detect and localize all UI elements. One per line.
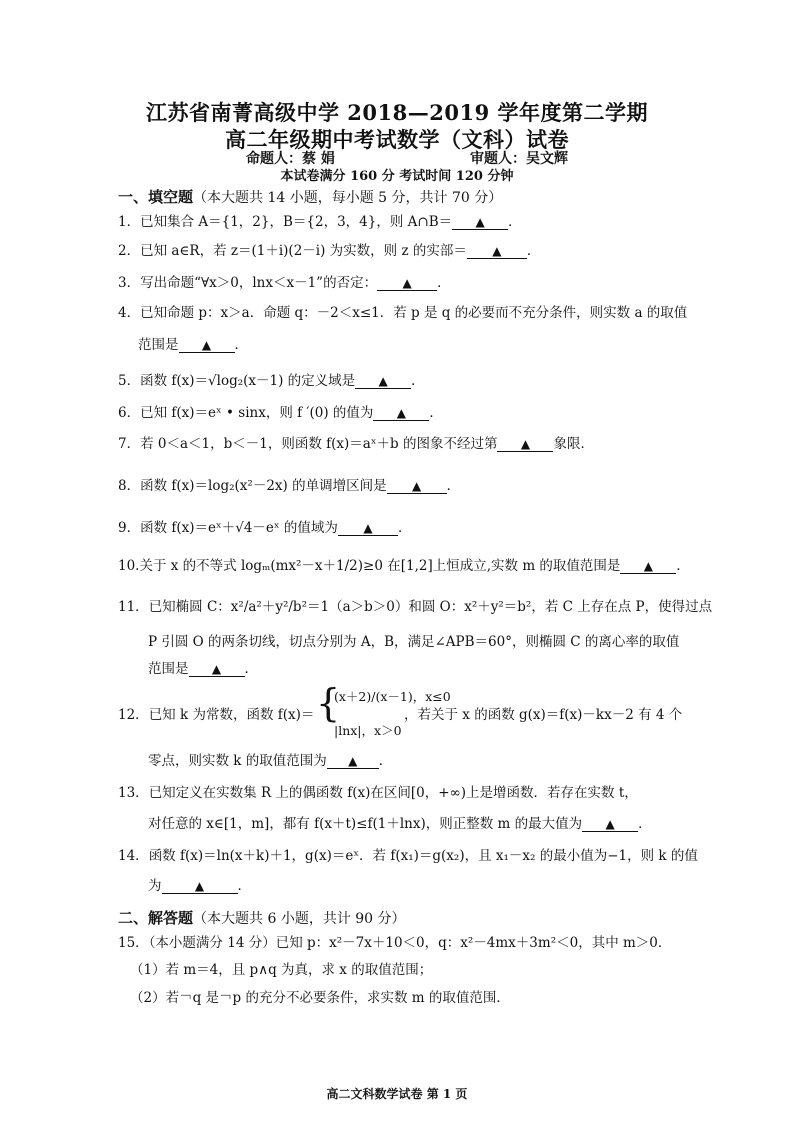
reviewer: 审题人：吴文辉 — [470, 151, 568, 167]
question-text: 函数 f(x)＝√log₂(x－1) 的定义域是 — [140, 373, 356, 389]
question-number: 1． — [118, 214, 141, 230]
question-text: 已知椭圆 C：x²/a²＋y²/b²＝1（a＞b＞0）和圆 O：x²＋y²＝b²，若 C 上存在点 P，使得过点 — [148, 599, 713, 615]
question-tail: ． — [411, 373, 425, 389]
section-2-title: 二、解答题 — [118, 909, 194, 927]
answer-blank: ▲ — [452, 216, 508, 230]
question-14 — [118, 847, 698, 865]
question-text: 写出命题“∀x＞0，lnx＜x－1”的否定： — [140, 275, 378, 291]
question-number: 11． — [118, 599, 149, 615]
answer-blank: ▲ — [467, 245, 527, 259]
question-text: 已知 k 为常数，函数 f(x)＝ — [148, 707, 315, 723]
question-number: 10. — [118, 558, 140, 574]
question-10 — [118, 557, 690, 575]
question-text: 范围是 — [148, 661, 189, 677]
question-15-part-2: （2）若￢q 是￢p 的充分不必要条件，求实数 m 的取值范围． — [130, 990, 510, 1006]
question-text: 范围是 — [138, 337, 179, 353]
question-12-line-2 — [148, 752, 392, 770]
question-9 — [118, 519, 678, 537]
answer-blank: ▲ — [620, 560, 676, 574]
question-tail: ． — [446, 478, 461, 494]
question-text: 已知命题 p：x＞a．命题 q：－2＜x≤1．若 p 是 q 的必要而不充分条件，则实数 a 的取值 — [140, 305, 688, 321]
section-1-title: 一、填空题 — [118, 188, 194, 206]
question-13 — [118, 784, 678, 802]
answer-blank: ▲ — [497, 438, 553, 452]
question-3 — [118, 274, 678, 292]
question-tail: ． — [508, 214, 522, 230]
question-number: 4． — [118, 305, 141, 321]
answer-blank: ▲ — [373, 407, 429, 421]
answer-blank: ▲ — [162, 880, 238, 894]
question-tail: ． — [676, 558, 690, 574]
question-11-line-3 — [148, 660, 258, 678]
question-text: 零点，则实数 k 的取值范围为 — [148, 753, 327, 769]
section-2-desc: （本大题共 6 小题，共计 90 分） — [193, 911, 406, 927]
question-tail: ． — [397, 520, 412, 536]
question-8 — [118, 477, 678, 495]
question-text: 若 0＜a＜1，b＜－1，则函数 f(x)＝aˣ＋b 的图象不经过第 — [140, 436, 498, 452]
question-5 — [118, 372, 678, 390]
answer-blank: ▲ — [582, 818, 638, 832]
question-15 — [118, 934, 678, 952]
question-text: 已知定义在实数集 R 上的偶函数 f(x)在区间[0，+∞)上是增函数．若存在实数 t， — [148, 785, 638, 801]
question-text: 函数 f(x)＝ln(x＋k)＋1，g(x)＝eˣ．若 f(x₁)＝g(x₂)，且 x₁－x₂ 的最小值为−1，则 k 的值 — [148, 848, 698, 864]
answer-blank: ▲ — [338, 522, 398, 536]
question-number: 14． — [118, 848, 149, 864]
question-number: 7． — [118, 436, 141, 452]
question-number: 15． — [118, 935, 149, 951]
question-12-continued: ，若关于 x 的函数 g(x)＝f(x)－kx－2 有 4 个 — [404, 707, 683, 723]
section-2-heading — [118, 907, 406, 928]
question-tail: ． — [244, 661, 258, 677]
question-1 — [118, 213, 678, 231]
piecewise-case-1: (x＋2)/(x－1)，x≤0 — [334, 689, 451, 704]
piecewise-case-2: |lnx|，x＞0 — [334, 723, 402, 738]
answer-blank: ▲ — [355, 375, 411, 389]
answer-blank: ▲ — [179, 339, 235, 353]
question-text: 已知集合 A＝{1，2}，B＝{2，3，4}，则 A∩B＝ — [140, 214, 453, 230]
question-tail: ． — [234, 337, 248, 353]
question-text: 对任意的 x∈[1，m]，都有 f(x＋t)≤f(1＋lnx)，则正整数 m 的最大值为 — [148, 816, 583, 832]
question-number: 2． — [118, 243, 141, 259]
question-text: 已知 a∈R，若 z＝(1＋i)(2－i) 为实数，则 z 的实部＝ — [140, 243, 467, 259]
section-1-heading — [118, 186, 502, 207]
question-number: 9． — [118, 520, 141, 536]
question-number: 3． — [118, 275, 141, 291]
question-6 — [118, 404, 678, 422]
exam-note: 本试卷满分 160 分 考试时间 120 分钟 — [280, 169, 514, 184]
question-4 — [118, 304, 688, 322]
question-number: 8． — [118, 478, 141, 494]
section-1-desc: （本大题共 14 小题，每小题 5 分，共计 70 分） — [193, 190, 503, 206]
question-text: 函数 f(x)＝eˣ＋√4－eˣ 的值域为 — [140, 520, 338, 536]
piecewise-brace: { — [316, 681, 341, 725]
question-number: 12． — [118, 707, 149, 723]
question-tail: ． — [437, 275, 451, 291]
question-4-line-2 — [138, 336, 248, 354]
question-tail: ． — [378, 753, 393, 769]
question-text: 为 — [148, 878, 162, 894]
question-tail: 象限． — [553, 436, 594, 452]
question-text: 已知 f(x)＝eˣ • sinx，则 f ′(0) 的值为 — [140, 405, 374, 421]
question-11 — [118, 598, 713, 616]
question-number: 5． — [118, 373, 141, 389]
question-tail: ． — [638, 816, 652, 832]
answer-blank: ▲ — [189, 663, 245, 677]
answer-blank: ▲ — [327, 755, 379, 769]
question-2 — [118, 242, 678, 260]
question-tail: ． — [237, 878, 251, 894]
question-13-line-2 — [148, 815, 652, 833]
answer-blank: ▲ — [387, 480, 447, 494]
question-number: 13． — [118, 785, 149, 801]
title-line-1: 江苏省南菁高级中学 2018—2019 学年度第二学期 — [145, 100, 648, 125]
question-7 — [118, 435, 678, 453]
question-number: 6． — [118, 405, 141, 421]
page-footer: 高二文科数学试卷 第 1 页 — [326, 1087, 468, 1101]
question-text: 关于 x 的不等式 logₘ(mx²－x＋1/2)≥0 在[1,2]上恒成立,实数 m 的取值范围是 — [139, 558, 621, 574]
question-11-line-2: P 引圆 O 的两条切线，切点分别为 A，B，满足∠APB＝60°，则椭圆 C 的离心率的取值 — [148, 634, 680, 650]
question-tail: ． — [526, 243, 541, 259]
setter: 命题人：蔡 娟 — [246, 151, 335, 167]
question-text: （本小题满分 14 分）已知 p：x²－7x＋10＜0，q：x²－4mx＋3m²＜0，其中 m＞0． — [148, 935, 672, 951]
question-14-line-2 — [148, 877, 251, 895]
question-tail: ． — [429, 405, 443, 421]
question-15-part-1: （1）若 m＝4，且 p∧q 为真，求 x 的取值范围； — [130, 962, 433, 978]
answer-blank: ▲ — [377, 277, 437, 291]
question-text: 函数 f(x)＝log₂(x²－2x) 的单调增区间是 — [140, 478, 387, 494]
title-line-2: 高二年级期中考试数学（文科）试卷 — [225, 127, 569, 152]
